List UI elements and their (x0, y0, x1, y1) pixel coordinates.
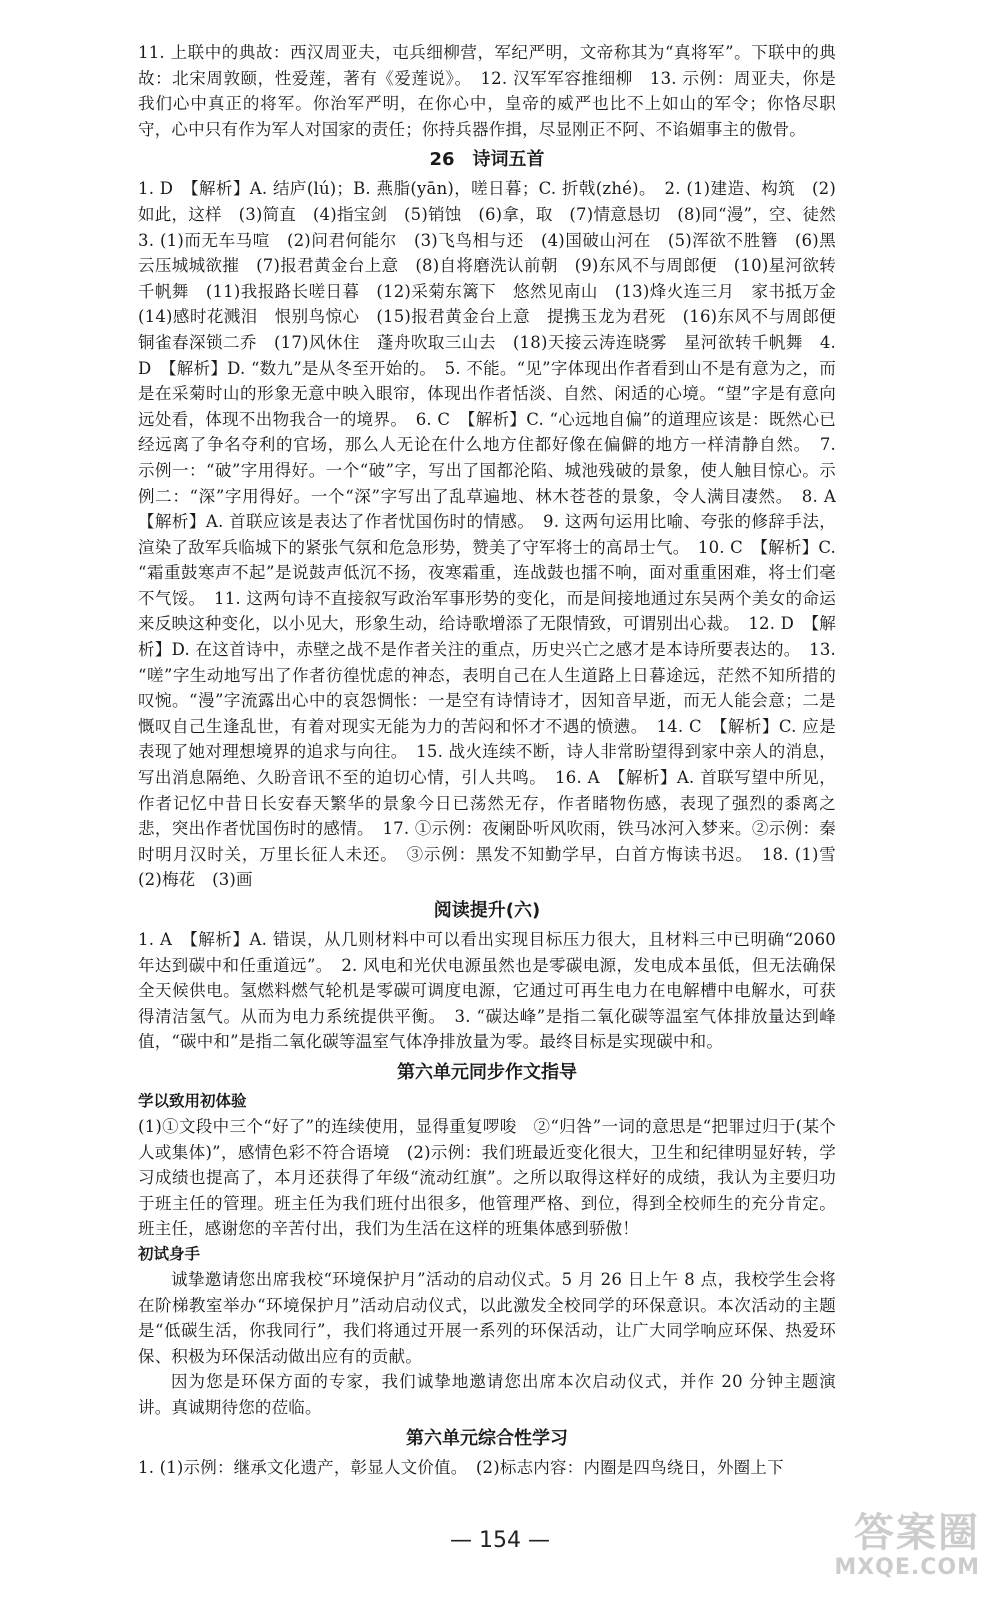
section-title-reading-6: 阅读提升(六) (433, 900, 541, 921)
watermark-text: 答案圈 (854, 1510, 980, 1556)
section-title-comprehensive-6: 第六单元综合性学习 (406, 1427, 568, 1449)
answer-reading-6: 1. A 【解析】A. 错误，从几则材料中可以看出实现目标压力很大，且材料三中已明确“2060 年达到碳中和任重道远”。 2. 风电和光伏电源虽然也是零碳电源，发电成本虽低，但无法确保全天候供电。氢燃料燃气轮机是零碳可调度电源，它通过可再生电力在电解槽中电解水，可获得清洁氢气。从而为电力系统提供平衡。 3. “碳达峰”是指二氧化碳等温室气体排放量达到峰值，“碳中和”是指二氧化碳等温室气体净排放量为零。最终目标是实现碳中和。 (138, 930, 836, 1052)
answer-comprehensive-6: 1. (1)示例：继承文化遗产，彰显人文价值。 (2)标志内容：内圈是四鸟绕日，外圈上下 (138, 1457, 784, 1477)
watermark-logo (780, 1510, 980, 1586)
answer-unit26: 1. D 【解析】A. 结庐(lú)；B. 燕脂(yān)，嗟日暮；C. 折戟(zhé)。 2. (1)建造、构筑 (2)如此，这样 (3)简直 (4)指宝剑 (5)销蚀 (6)拿，取 (7)情意恳切 (8)同“漫”，空、徒然 3. (1)而无车马喧 (2)问君何能尔 (3)飞鸟相与还 (4)国破山河在 (5)浑欲不胜簪 (6)黑云压城城欲摧 (7)报君黄金台上意 (8)自将磨洗认前朝 (9)东风不与周郎便 (10)星河欲转千帆舞 (11)我报路长嗟日暮 (12)采菊东篱下 悠然见南山 (13)烽火连三月 家书抵万金 (14)感时花溅泪 恨别鸟惊心 (15)报君黄金台上意 提携玉龙为君死 (16)东风不与周郎便 铜雀春深锁二乔 (17)风休住 蓬舟吹取三山去 (18)天接云涛连晓雾 星河欲转千帆舞 4. D 【解析】D. “数九”是从冬至开始的。 5. 不能。“见”字体现出作者看到山不是有意为之，而是在采菊时山的形象无意中映入眼帘，体现出作者恬淡、自然、闲适的心境。“望”字是有意向远处看，体现不出物我合一的境界。 6. C 【解析】C. “心远地自偏”的道理应该是：既然心已经远离了争名夺利的官场，那么人无论在什么地方住都好像在偏僻的地方一样清静自然。 7. 示例一：“破”字用得好。一个“破”字，写出了国都沦陷、城池残破的景象，使人触目惊心。示例二：“深”字用得好。一个“深”字写出了乱草遍地、林木苍苍的景象，令人满目凄然。 8. A 【解析】A. 首联应该是表达了作者忧国伤时的情感。 9. 这两句运用比喻、夸张的修辞手法，渲染了敌军兵临城下的紧张气氛和危急形势，赞美了守军将士的高昂士气。 10. C 【解析】C. “霜重鼓寒声不起”是说鼓声低沉不扬，夜寒霜重，连战鼓也擂不响，面对重重困难，将士们毫不气馁。 11. 这两句诗不直接叙写政治军事形势的变化，而是间接地通过东吴两个美女的命运来反映这种变化，以小见大，形象生动，给诗歌增添了无限情致，可谓别出心裁。 12. D 【解析】D. 在这首诗中，赤壁之战不是作者关注的重点，历史兴亡之感才是本诗所要表达的。 13. “嗟”字生动地写出了作者彷徨忧虑的神态，表明自己在人生道路上日暮途远，茫然不知所措的叹惋。“漫”字流露出心中的哀怨惆怅：一是空有诗情诗才，因知音早逝，而无人能会意；二是慨叹自己生逢乱世，有着对现实无能为力的苦闷和怀才不遇的愤懑。 14. C 【解析】C. 应是表现了她对理想境界的追求与向往。 15. 战火连续不断，诗人非常盼望得到家中亲人的消息，写出消息隔绝、久盼音讯不至的迫切心情，引人共鸣。 16. A 【解析】A. 首联写望中所见，作者记忆中昔日长安春天繁华的景象今日已荡然无存，作者睹物伤感，表现了强烈的黍离之悲，突出作者忧国伤时的感情。 17. ①示例：夜阑卧听风吹雨，铁马冰河入梦来。②示例：秦时明月汉时关，万里长征人未还。 ③示例：黑发不知勤学早，白首方悔读书迟。 18. (1)雪 (2)梅花 (3)画 (138, 179, 853, 890)
subheading-trial: 初试身手 (138, 1244, 201, 1263)
section-title-26: 26 诗词五首 (429, 149, 545, 171)
answer-practice: (1)①文段中三个“好了”的连续使用，显得重复啰唆 ②“归咎”一词的意思是“把罪过归于(某个人或集体)”，感情色彩不符合语境 (2)示例：我们班最近变化很大，卫生和纪律明显好转，学习成绩也提高了，本月还获得了年级“流动红旗”。之所以取得这样好的成绩，我认为主要归功于班主任的管理。班主任为我们班付出很多，他管理严格、到位，得到全校师生的充分肯定。班主任，感谢您的辛苦付出，我们为生活在这样的班集体感到骄傲！ (138, 1116, 836, 1239)
watermark-url: MXQE.COM (834, 1555, 980, 1580)
answer-unit25-continued: 11. 上联中的典故：西汉周亚夫，屯兵细柳营，军纪严明，文帝称其为“真将军”。下联中的典故：北宋周敦颐，性爱莲，著有《爱莲说》。 12. 汉军军容推细柳 13. 示例：周亚夫，你是我们心中真正的将军。你治军严明，在你心中，皇帝的威严也比不上如山的军令；你恪尽职守，心中只有作为军人对国家的责任；你持兵器作揖，尽显刚正不阿、不谄媚事主的傲骨。 (138, 43, 836, 139)
invitation-para-1: 诚挚邀请您出席我校“环境保护月”活动的启动仪式。5 月 26 日上午 8 点，我校学生会将在阶梯教室举办“环境保护月”活动启动仪式，以此激发全校同学的环保意识。本次活动的主题是“低碳生活，你我同行”，我们将通过开展一系列的环保活动，让广大同学响应环保、热爱环保、积极为环保活动做出应有的贡献。 (138, 1269, 836, 1366)
page-number: — 154 — (450, 1528, 550, 1553)
invitation-para-2: 因为您是环保方面的专家，我们诚挚地邀请您出席本次启动仪式，并作 20 分钟主题演讲。真诚期待您的莅临。 (138, 1372, 836, 1417)
section-title-writing-6: 第六单元同步作文指导 (397, 1061, 577, 1083)
subheading-practice: 学以致用初体验 (138, 1091, 247, 1110)
answer-page (138, 40, 853, 1480)
